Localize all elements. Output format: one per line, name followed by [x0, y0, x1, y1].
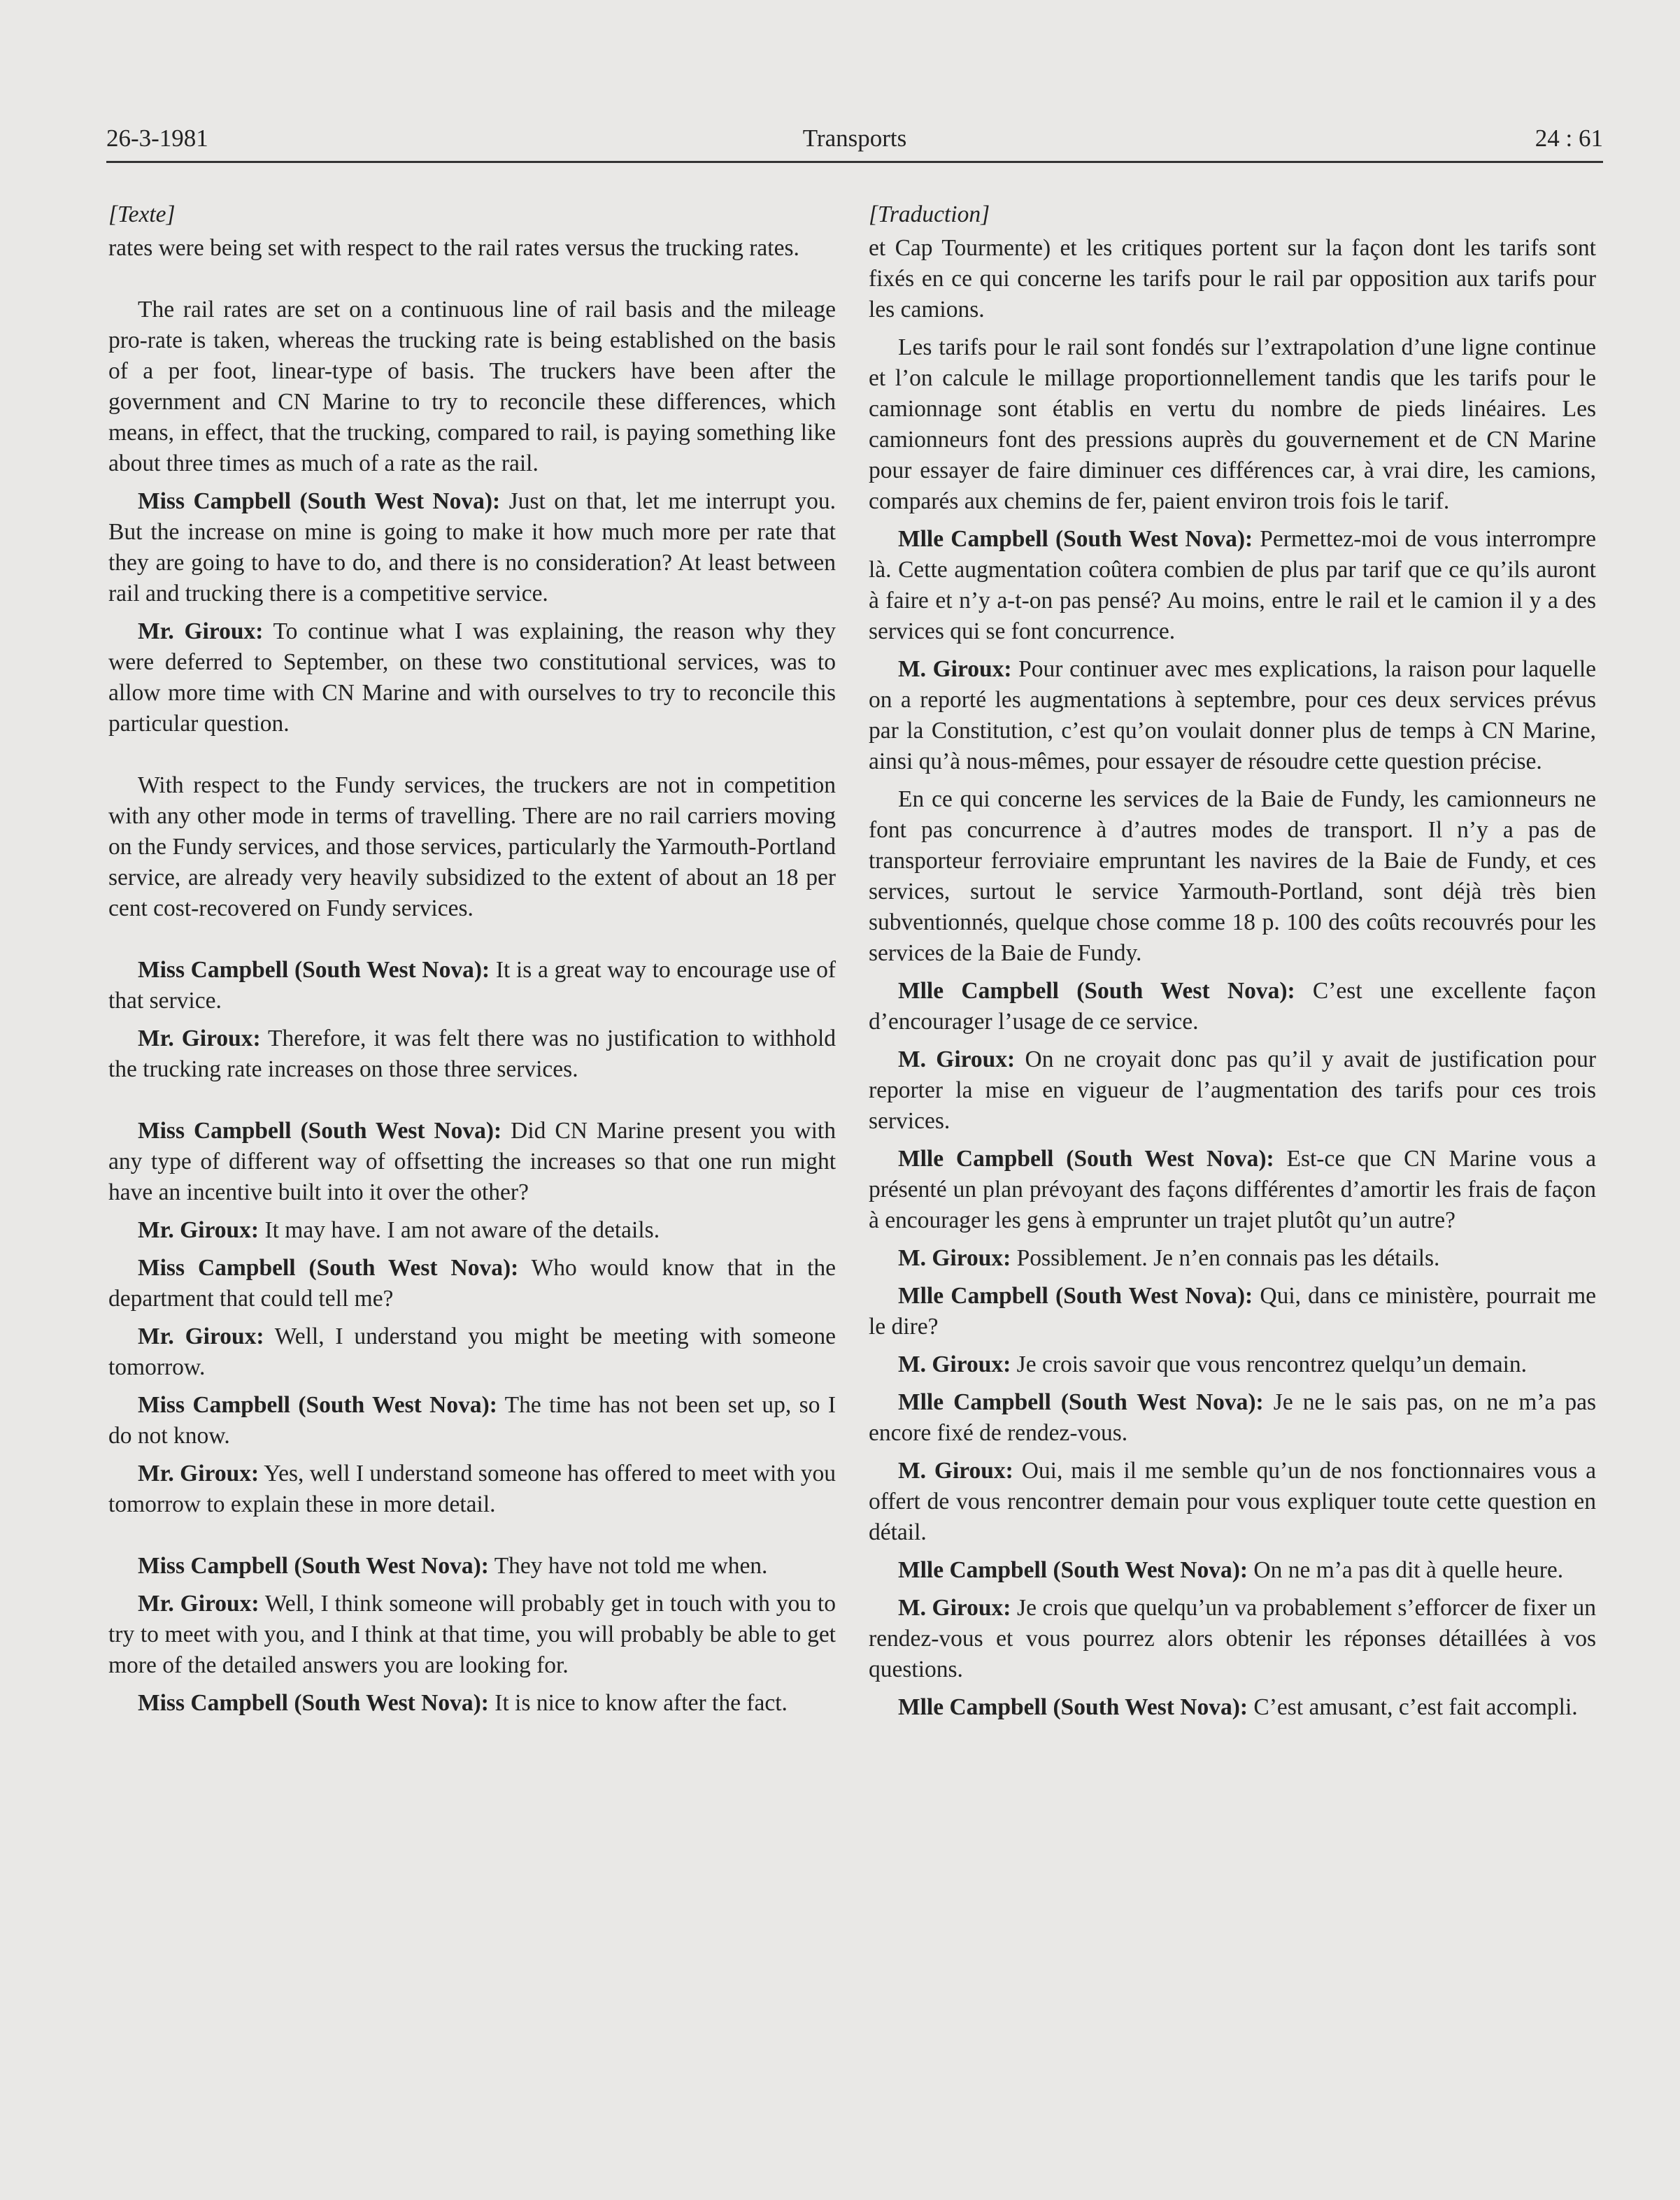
speaker-name: Mlle Campbell (South West Nova):: [898, 526, 1253, 552]
paragraph-text: Permettez-moi de vous interrompre là. Cette augmentation coûtera combien de plus par tarif que ce qu’ils auront à faire et n’y a-t-on pas pensé? Au moins, entre le rail et le camion il y a des services qui se font concurrence.: [869, 526, 1596, 644]
paragraph-text: It is nice to know after the fact.: [494, 1690, 788, 1716]
paragraph: [869, 332, 1596, 517]
paragraph-text: C’est une excellente façon d’encourager l’usage de ce service.: [869, 978, 1597, 1035]
speaker-name: Miss Campbell (South West Nova):: [138, 957, 490, 983]
paragraph-text: Did CN Marine present you with any type of different way of offsetting the increases so that one run might have an incentive built into it over the other?: [108, 1118, 836, 1205]
paragraph: [869, 654, 1596, 777]
paragraph-text: Je crois savoir que vous rencontrez quelqu’un demain.: [1016, 1351, 1528, 1377]
paragraph: [108, 233, 836, 264]
paragraph: [108, 1589, 836, 1681]
paragraph-text: Therefore, it was felt there was no justification to withhold the trucking rate increases on those three services.: [108, 1026, 836, 1082]
paragraph-text: Je ne le sais pas, on ne m’a pas encore fixé de rendez-vous.: [869, 1389, 1597, 1446]
paragraph-text: It is a great way to encourage use of that service.: [108, 957, 836, 1014]
speaker-name: Miss Campbell (South West Nova):: [138, 1255, 519, 1281]
paragraph-text: Possiblement. Je n’en connais pas les détails.: [1016, 1245, 1440, 1271]
paragraph-text: Qui, dans ce ministère, pourrait me le dire?: [869, 1283, 1597, 1340]
paragraph-text: They have not told me when.: [494, 1553, 768, 1579]
paragraph: [108, 955, 836, 1016]
paragraph: [108, 1023, 836, 1085]
paragraph-text: With respect to the Fundy services, the truckers are not in competition with any other mode in terms of travelling. There are no rail carriers moving on the Fundy services, and those services, particularly the Yarmouth-Portland service, are already very heavily subsidized to the extent of about an 18 per cent cost-recovered on Fundy services.: [108, 772, 836, 921]
paragraph-text: C’est amusant, c’est fait accompli.: [1253, 1694, 1578, 1720]
paragraph-text: On ne croyait donc pas qu’il y avait de justification pour reporter la mise en vigueur de l’augmentation des tarifs pour ces trois services.: [869, 1046, 1596, 1134]
speaker-name: M. Giroux:: [898, 656, 1012, 682]
paragraph: [108, 1321, 836, 1383]
paragraph-text: rates were being set with respect to the rail rates versus the trucking rates.: [108, 235, 799, 261]
paragraph: [108, 1390, 836, 1452]
speaker-name: Miss Campbell (South West Nova):: [138, 1553, 489, 1579]
paragraph: [869, 976, 1596, 1037]
paragraph: [108, 486, 836, 609]
speaker-name: Mr. Giroux:: [138, 1323, 264, 1349]
paragraph: [869, 1593, 1596, 1685]
paragraph: [869, 233, 1596, 325]
speaker-name: Miss Campbell (South West Nova):: [138, 1690, 489, 1716]
paragraph-text: The time has not been set up, so I do not know.: [108, 1392, 836, 1449]
speaker-name: M. Giroux:: [898, 1245, 1011, 1271]
speaker-name: Miss Campbell (South West Nova):: [138, 1392, 497, 1418]
speaker-name: Miss Campbell (South West Nova):: [138, 488, 501, 514]
paragraph-text: Well, I think someone will probably get in touch with you to try to meet with you, and I think at that time, you will probably be able to get more of the detailed answers you are looking for.: [108, 1591, 836, 1678]
speaker-name: Mr. Giroux:: [138, 1461, 259, 1486]
paragraph-text: Les tarifs pour le rail sont fondés sur l’extrapolation d’une ligne continue et l’on calcule le millage proportionnellement tandis que les tarifs pour le camionnage sont établis en vertu du nombre de pieds linéaires. Les camionneurs font des pressions auprès du gouvernement et de CN Marine pour essayer de faire diminuer ces différences car, à vrai dire, les camions, comparés aux chemins de fer, paient environ trois fois le tarif.: [869, 334, 1596, 514]
speaker-name: Miss Campbell (South West Nova):: [138, 1118, 502, 1144]
paragraph-text: Je crois que quelqu’un va probablement s’efforcer de fixer un rendez-vous et vous pourrez alors obtenir les réponses détaillées à vos questions.: [869, 1595, 1596, 1682]
paragraph-text: En ce qui concerne les services de la Baie de Fundy, les camionneurs ne font pas concurrence à d’autres modes de transport. Il n’y a pas de transporteur ferroviaire empruntant les navires de la Baie de Fundy, et ces services, surtout le service Yarmouth-Portland, sont déjà très bien subventionnés, quelque chose comme 18 p. 100 des coûts recouvrés pour les services de la Baie de Fundy.: [869, 786, 1596, 966]
paragraph: [869, 1281, 1596, 1342]
paragraph: [869, 1349, 1596, 1380]
english-column: [108, 199, 836, 1719]
speaker-name: Mr. Giroux:: [138, 1026, 261, 1051]
speaker-name: M. Giroux:: [898, 1046, 1016, 1072]
paragraph: [108, 1215, 836, 1246]
speaker-name: Mlle Campbell (South West Nova):: [898, 1146, 1274, 1172]
speaker-name: M. Giroux:: [898, 1351, 1011, 1377]
paragraph: [108, 1688, 836, 1719]
paragraph: [869, 1555, 1596, 1586]
paragraph-text: et Cap Tourmente) et les critiques portent sur la façon dont les tarifs sont fixés en ce qui concerne les tarifs pour le rail par opposition aux tarifs pour les camions.: [869, 235, 1596, 322]
paragraph: [869, 1456, 1596, 1548]
paragraph-text: Well, I understand you might be meeting with someone tomorrow.: [108, 1323, 836, 1380]
french-column: [869, 199, 1596, 1723]
paragraph: [108, 1116, 836, 1208]
paragraph: [869, 1243, 1596, 1274]
section-label: [Texte]: [108, 201, 176, 227]
paragraph: [869, 784, 1596, 969]
speaker-name: Mlle Campbell (South West Nova):: [898, 1694, 1248, 1720]
paragraph-text: Who would know that in the department that could tell me?: [108, 1255, 836, 1312]
paragraph: [869, 1387, 1596, 1449]
paragraph: [108, 770, 836, 924]
speaker-name: Mr. Giroux:: [138, 1217, 259, 1243]
header-rule: [106, 161, 1603, 163]
paragraph-text: To continue what I was explaining, the reason why they were deferred to September, on these two constitutional services, was to allow more time with CN Marine and with ourselves to try to reconcile this particular question.: [108, 618, 836, 737]
header-date: 26-3-1981: [106, 125, 208, 152]
speaker-name: M. Giroux:: [898, 1595, 1011, 1621]
paragraph: [108, 616, 836, 739]
page-header: [106, 125, 1603, 159]
paragraph-text: Just on that, let me interrupt you. But the increase on mine is going to make it how much more per rate that they are going to have to do, and there is no consideration? At least between rail and trucking there is a competitive service.: [108, 488, 836, 606]
paragraph: [108, 1459, 836, 1520]
paragraph: [869, 524, 1596, 647]
paragraph: [869, 1144, 1596, 1236]
header-page-number: 24 : 61: [1535, 125, 1603, 152]
paragraph-text: The rail rates are set on a continuous line of rail basis and the mileage pro-rate is taken, whereas the trucking rate is being established on the basis of a per foot, linear-type of basis. The truckers have been after the government and CN Marine to try to reconcile these differences, which means, in effect, that the trucking, compared to rail, is paying something like about three times as much of a rate as the rail.: [108, 297, 836, 476]
speaker-name: Mlle Campbell (South West Nova):: [898, 978, 1295, 1004]
header-title: Transports: [802, 125, 907, 152]
paragraph-text: Est-ce que CN Marine vous a présenté un plan prévoyant des façons différentes d’amortir les frais de façon à encourager les gens à emprunter un trajet plutôt qu’un autre?: [869, 1146, 1596, 1233]
paragraph: [108, 1253, 836, 1314]
speaker-name: Mr. Giroux:: [138, 1591, 259, 1617]
speaker-name: Mlle Campbell (South West Nova):: [898, 1389, 1264, 1415]
speaker-name: Mlle Campbell (South West Nova):: [898, 1557, 1248, 1583]
paragraph-text: Yes, well I understand someone has offered to meet with you tomorrow to explain these in more detail.: [108, 1461, 836, 1517]
speaker-name: M. Giroux:: [898, 1458, 1013, 1484]
paragraph: [108, 294, 836, 479]
speaker-name: Mlle Campbell (South West Nova):: [898, 1283, 1253, 1309]
paragraph-text: Oui, mais il me semble qu’un de nos fonctionnaires vous a offert de vous rencontrer demain pour vous expliquer toute cette question en détail.: [869, 1458, 1597, 1545]
section-label: [Traduction]: [869, 201, 990, 227]
speaker-name: Mr. Giroux:: [138, 618, 264, 644]
paragraph-text: It may have. I am not aware of the details.: [264, 1217, 660, 1243]
paragraph: [869, 1692, 1596, 1723]
paragraph-text: On ne m’a pas dit à quelle heure.: [1253, 1557, 1564, 1583]
paragraph-text: Pour continuer avec mes explications, la raison pour laquelle on a reporté les augmentations à septembre, pour ces deux services prévus par la Constitution, c’est qu’on voulait donner plus de temps à CN Marine, ainsi qu’à nous-mêmes, pour essayer de résoudre cette question précise.: [869, 656, 1597, 774]
paragraph: [869, 1044, 1596, 1137]
paragraph: [108, 1551, 836, 1582]
